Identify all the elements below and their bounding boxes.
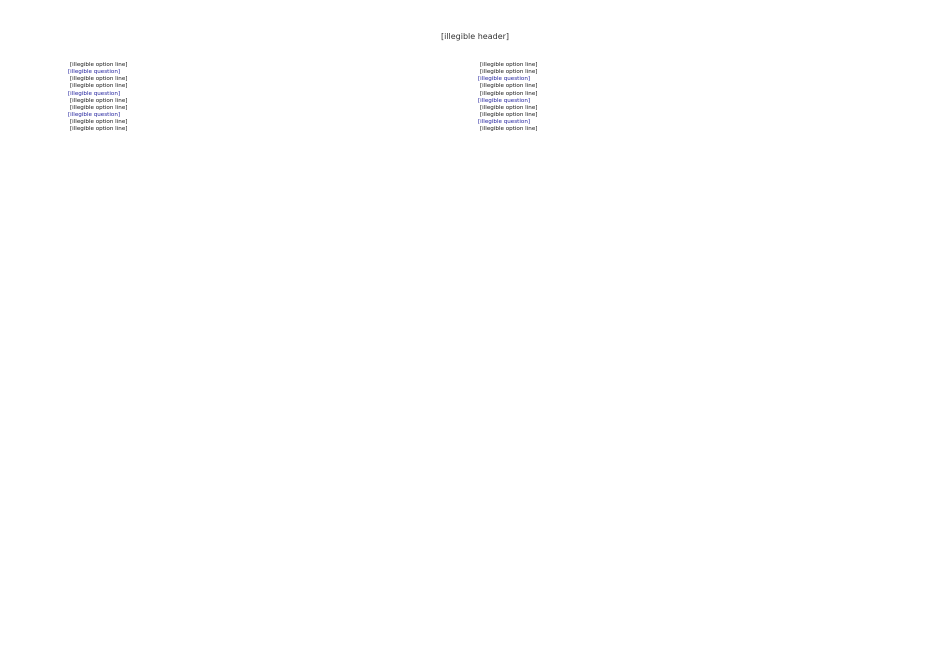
option-line: [illegible option line] [70, 126, 128, 133]
question-text: [illegible question] [68, 69, 121, 76]
question-text: [illegible question] [478, 97, 531, 104]
option-line: [illegible option line] [70, 83, 128, 90]
page-header: [illegible header] [440, 32, 510, 41]
option-line: [illegible option line] [480, 90, 538, 97]
option-line: [illegible option line] [70, 62, 128, 68]
option-line: [illegible option line] [480, 62, 538, 68]
option-line: [illegible option line] [70, 76, 128, 83]
option-line: [illegible option line] [480, 111, 538, 118]
option-line: [illegible option line] [70, 119, 128, 126]
question-text: [illegible question] [68, 111, 121, 118]
left-column [68, 62, 440, 133]
right-column [478, 62, 858, 133]
option-line: [illegible option line] [480, 69, 538, 76]
option-line: [illegible option line] [480, 83, 538, 90]
question-text: [illegible question] [68, 90, 121, 97]
option-line: [illegible option line] [70, 104, 128, 111]
question-text: [illegible question] [478, 119, 531, 126]
question-text: [illegible question] [478, 76, 531, 83]
option-line: [illegible option line] [70, 97, 128, 104]
option-line: [illegible option line] [480, 104, 538, 111]
option-line: [illegible option line] [480, 126, 538, 133]
